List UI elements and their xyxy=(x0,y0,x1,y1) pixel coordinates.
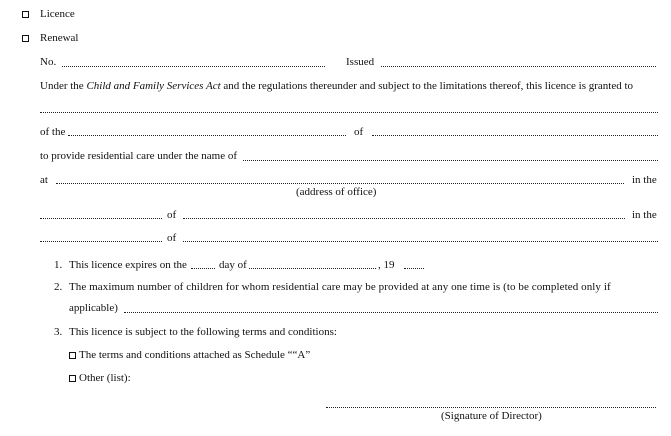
intro-sentence xyxy=(40,80,633,92)
municipality-field-2[interactable] xyxy=(183,241,658,242)
other-option[interactable] xyxy=(69,372,131,384)
issued-field[interactable] xyxy=(381,66,656,67)
licence-label: Licence xyxy=(40,8,75,20)
in-the-label-1: in the xyxy=(632,174,657,186)
expiry-month-field[interactable] xyxy=(249,268,376,269)
of-label: of xyxy=(354,126,364,138)
item-2-number: 2. xyxy=(54,281,63,293)
municipality-field-1[interactable] xyxy=(183,218,625,219)
act-name: Child and Family Services Act xyxy=(86,80,221,92)
item-3-number: 3. xyxy=(54,326,63,338)
schedule-checkbox[interactable] xyxy=(69,352,76,359)
other-checkbox[interactable] xyxy=(69,375,76,382)
other-label: Other (list): xyxy=(79,372,131,384)
expiry-day-field[interactable] xyxy=(191,268,215,269)
in-the-label-2: in the xyxy=(632,209,657,221)
item-1-number: 1. xyxy=(54,259,63,271)
at-label: at xyxy=(40,174,48,186)
of-the-label: of the xyxy=(40,126,66,138)
locality-field-1[interactable] xyxy=(40,218,162,219)
intro-prefix: Under the xyxy=(40,80,87,92)
of-label-2: of xyxy=(167,209,177,221)
item-3-text: This licence is subject to the following terms and conditions: xyxy=(69,326,337,338)
of-field[interactable] xyxy=(372,135,658,136)
intro-suffix: and the regulations thereunder and subject to the limitations thereof, this licence is granted to xyxy=(220,80,634,92)
schedule-option[interactable] xyxy=(69,349,310,361)
item-2-line-2: applicable) xyxy=(69,302,118,314)
renewal-checkbox[interactable] xyxy=(22,35,29,42)
no-label: No. xyxy=(40,56,57,68)
address-caption: (address of office) xyxy=(296,186,377,198)
expiry-year-field[interactable] xyxy=(404,268,424,269)
renewal-label: Renewal xyxy=(40,32,79,44)
item-2-line-1: The maximum number of children for whom residential care may be provided at any one time is (to be completed only if xyxy=(69,281,611,293)
item-1-text-c: , 19 xyxy=(378,259,395,271)
address-field[interactable] xyxy=(56,183,624,184)
locality-field-2[interactable] xyxy=(40,241,162,242)
care-name-field[interactable] xyxy=(243,160,658,161)
no-field[interactable] xyxy=(62,66,325,67)
issued-label: Issued xyxy=(346,56,375,68)
signature-field[interactable] xyxy=(326,407,656,408)
item-1-text-a: This licence expires on the xyxy=(69,259,187,271)
signature-caption: (Signature of Director) xyxy=(441,410,542,422)
item-1-text-b: day of xyxy=(219,259,247,271)
of-the-field[interactable] xyxy=(68,135,346,136)
provide-care-label: to provide residential care under the name of xyxy=(40,150,238,162)
of-label-3: of xyxy=(167,232,177,244)
max-children-field[interactable] xyxy=(124,312,658,313)
grantee-field[interactable] xyxy=(40,112,658,113)
schedule-label: The terms and conditions attached as Schedule ““A” xyxy=(79,349,311,361)
licence-checkbox[interactable] xyxy=(22,11,29,18)
